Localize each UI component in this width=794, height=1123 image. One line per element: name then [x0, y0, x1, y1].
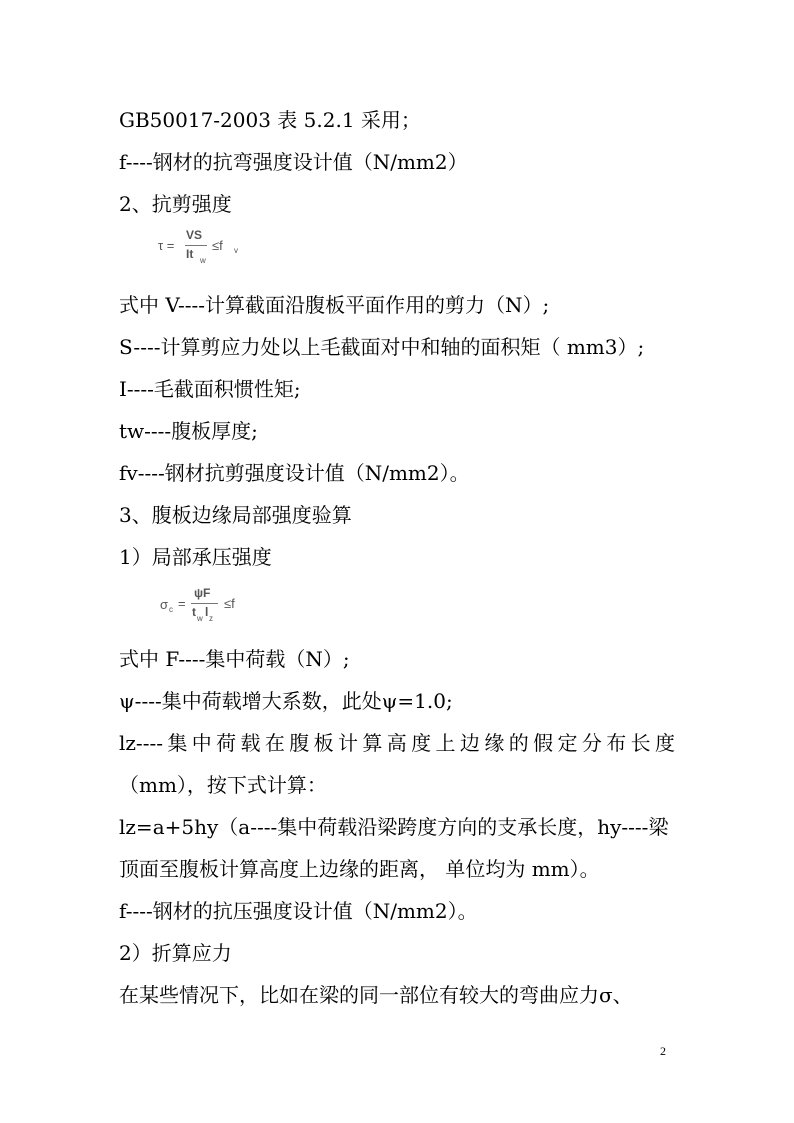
subsection-heading: 1）局部承压强度: [119, 545, 272, 569]
text-line: f----钢材的抗压强度设计值（N/mm2）。: [119, 899, 478, 923]
text-line: S----计算剪应力处以上毛截面对中和轴的面积矩（ mm3）;: [119, 335, 645, 359]
formula-numerator: VS: [186, 228, 203, 242]
section-heading: 3、腹板边缘局部强度验算: [119, 503, 352, 527]
text-line: 式中 F----集中荷载（N）;: [119, 647, 350, 671]
formula-numerator: ψF: [194, 586, 211, 600]
formula-lhs: σ: [160, 597, 169, 612]
text-line: lz=a+5hy（a----集中荷载沿梁跨度方向的支承长度，hy----梁: [119, 815, 669, 839]
fraction-bar: [185, 245, 207, 246]
local-bearing-formula: [160, 584, 270, 628]
text-line: 顶面至腹板计算高度上边缘的距离， 单位均为 mm）。: [119, 857, 600, 881]
formula-denominator-l: l: [205, 605, 209, 619]
formula-denominator-subscript: w: [200, 256, 206, 265]
text-line: tw----腹板厚度;: [119, 419, 258, 443]
formula-rhs-subscript: v: [234, 246, 238, 255]
text-line: I----毛截面积惯性矩;: [119, 377, 301, 401]
formula-rhs: ≤f: [224, 596, 235, 611]
text-line: f----钢材的抗弯强度设计值（N/mm2）: [119, 150, 468, 174]
text-line: 在某些情况下，比如在梁的同一部位有较大的弯曲应力σ、: [119, 983, 633, 1007]
page-number: 2: [660, 1044, 666, 1058]
text-line: 式中 V----计算截面沿腹板平面作用的剪力（N）;: [119, 293, 550, 317]
formula-denominator: It: [186, 247, 194, 261]
section-heading: 2、抗剪强度: [119, 192, 232, 216]
text-line: GB50017-2003 表 5.2.1 采用；: [119, 108, 421, 132]
shear-stress-formula: [158, 226, 268, 270]
text-line: ψ----集中荷载增大系数，此处ψ=1.0;: [119, 689, 453, 713]
formula-rhs: ≤f: [212, 238, 223, 253]
subsection-heading: 2）折算应力: [119, 941, 232, 965]
formula-lhs-subscript: c: [169, 605, 173, 614]
formula-equals: =: [178, 596, 186, 611]
formula-denominator-t-subscript: w: [197, 614, 203, 623]
text-line: （mm），按下式计算：: [119, 773, 327, 797]
fraction-bar: [191, 603, 218, 604]
formula-denominator-t: t: [192, 605, 196, 619]
formula-denominator-l-subscript: z: [209, 614, 213, 623]
text-line: lz----集中荷载在腹板计算高度上边缘的假定分布长度: [119, 731, 675, 755]
text-line: fv----钢材抗剪强度设计值（N/mm2）。: [119, 461, 470, 485]
formula-lhs: τ =: [158, 238, 175, 253]
